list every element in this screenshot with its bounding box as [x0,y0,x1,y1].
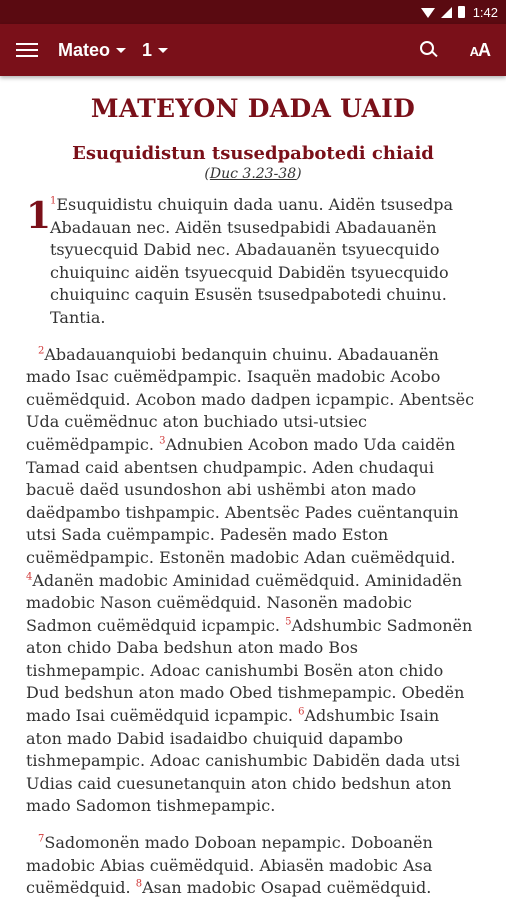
verse-number: 8 [135,878,143,890]
book-title: MATEYON DADA UAID [90,94,416,123]
section-heading: Esuquidistun tsusedpabotedi chiaid [72,143,434,164]
verse-number: 2 [38,345,45,357]
verse-5[interactable]: Adshumbic Sadmonën aton chido Daba bedshun aton mado Bos tishmepampic. Adoac canishumbi Bosën aton chido Dud bedshun aton mado Obed tishmepampic. Obedën mado Isai cuëmëdquid icpampic. [26,615,473,726]
chevron-down-icon [158,48,168,53]
paragraph [26,344,480,818]
verse-number: 6 [298,706,305,718]
scripture-content [0,94,506,900]
menu-icon[interactable] [16,39,38,61]
verse-number: 4 [26,571,33,583]
verse-6[interactable]: Adshumbic Isain aton mado Dabid isadaidbo chuiquid dapambo tishmepampic. Adoac canishumbic Dabidën dada utsi Udias caid cuesunetanquin aton chido bedshun aton mado Sadomon tishmepampic. [26,706,461,816]
text-size-icon[interactable]: AA [469,39,490,60]
status-bar [0,0,506,24]
book-label: Mateo [58,39,111,60]
cross-reference-link[interactable]: Duc 3.23-38 [209,166,297,182]
paragraph [26,832,480,900]
chapter-label: 1 [142,39,153,60]
chapter-selector[interactable] [142,40,168,61]
verse-1[interactable]: $^1$Esuquidistu chuiquin dada uanu. Aidën tsusedpa Abadauan nec. Aidën tsusedpabidi Abadauanën tsyuecquid Dabid nec. Abadauanën tsyuecquido chuiquinc aidën tsyuecquid Dabidën tsyuecquido chuiquinc caquin Esusën tsusedpabotedi chuinu. Tantia. [50,195,454,327]
verse-2[interactable]: Abadauanquiobi bedanquin chuinu. Abadauanën mado Isac cuëmëdpampic. Isaquën madobic Acobo cuëmëdquid. Acobon mado dadpen icpampic. Abentsëc Uda cuëmëdnuc aton buchiado utsi-utsiec cuëmëdpampic. [26,344,475,454]
app-toolbar [0,24,506,76]
verse-number: 1 [50,195,57,207]
book-selector[interactable] [58,40,126,61]
cross-reference: (Duc 3.23-38) [204,166,302,182]
chevron-down-icon [116,48,126,53]
verse-7[interactable]: Sadomonën mado Doboan nepampic. Doboanën madobic Abias cuëmëdquid. Abiasën madobic Asa cuëmëdquid. [26,833,433,898]
signal-icon [441,7,452,18]
battery-icon [458,6,465,18]
verse-4[interactable]: Adanën madobic Aminidad cuëmëdquid. Aminidadën madobic Nason cuëmëdquid. Nasonën madobic Sadmon cuëmëdquid icpampic. [26,570,462,635]
verse-number: 5 [285,616,292,628]
paragraph [26,194,480,330]
status-time: 1:42 [472,4,498,20]
verse-number: 7 [38,833,45,845]
chapter-number: 1 [26,195,52,237]
search-icon[interactable] [420,41,438,59]
verse-number: 3 [159,435,166,447]
verse-8[interactable]: Asan madobic Osapad cuëmëdquid. [142,878,432,898]
verse-3[interactable]: Adnubien Acobon mado Uda caidën Tamad caid abentsen chudpampic. Aden chudaqui bacuë daëd usundoshon abi ushëmbi aton mado daëdpambo tishpampic. Abentsëc Pades cuëntanquin utsi Sada cuëmpampic. Padesën mado Eston cuëmëdpampic. Estonën madobic Adan cuëmëdquid. [26,434,459,567]
wifi-icon [421,8,435,18]
